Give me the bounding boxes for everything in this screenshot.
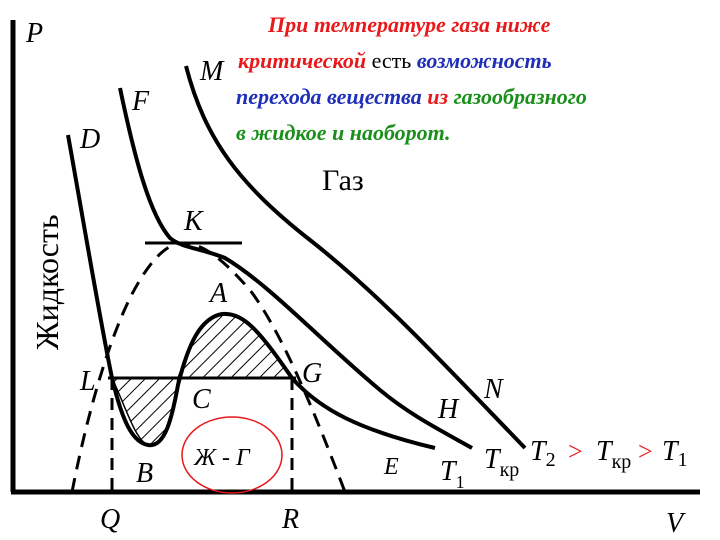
x-axis-label: V bbox=[666, 508, 684, 539]
point-label-c: C bbox=[192, 384, 211, 415]
curve-label-m: M bbox=[200, 56, 224, 87]
caption-line-1: При температуре газа ниже bbox=[268, 12, 551, 37]
point-label-g: G bbox=[302, 358, 323, 389]
point-label-n: N bbox=[484, 374, 503, 405]
point-label-q: Q bbox=[100, 504, 121, 535]
region-mixture-label: Ж - Г bbox=[194, 445, 250, 471]
caption-line-3: перехода вещества из газообразного bbox=[236, 84, 587, 109]
point-label-a: A bbox=[210, 278, 228, 309]
temp-label-t1: $T_1$ bbox=[440, 456, 465, 492]
point-label-k: K bbox=[184, 206, 203, 237]
temp-label-tkr-2: $T_{кр}$ bbox=[596, 436, 632, 473]
inequality-sign-2: > bbox=[638, 437, 653, 466]
caption-line-4: в жидкое и наоборот. bbox=[236, 120, 451, 145]
curve-label-d: D bbox=[80, 124, 101, 155]
temp-label-t2: $T_2$ bbox=[530, 436, 556, 471]
point-label-l: L bbox=[80, 366, 96, 397]
temp-label-t1-right: $T_1$ bbox=[662, 436, 688, 471]
point-label-h: H bbox=[438, 394, 459, 425]
point-label-e: E bbox=[384, 454, 399, 480]
temp-label-tkr: $T_{кр}$ bbox=[484, 444, 520, 481]
region-gas-label: Газ bbox=[322, 164, 364, 197]
region-liquid-label: Жидкость bbox=[29, 214, 65, 350]
y-axis-label: P bbox=[26, 18, 44, 49]
point-label-r: R bbox=[282, 504, 300, 535]
hatched-region-upper bbox=[178, 314, 292, 378]
point-label-b: B bbox=[136, 458, 154, 489]
caption-line-2: критической есть возможность bbox=[238, 48, 552, 73]
inequality-sign-1: > bbox=[568, 437, 583, 466]
curve-label-f: F bbox=[132, 86, 150, 117]
